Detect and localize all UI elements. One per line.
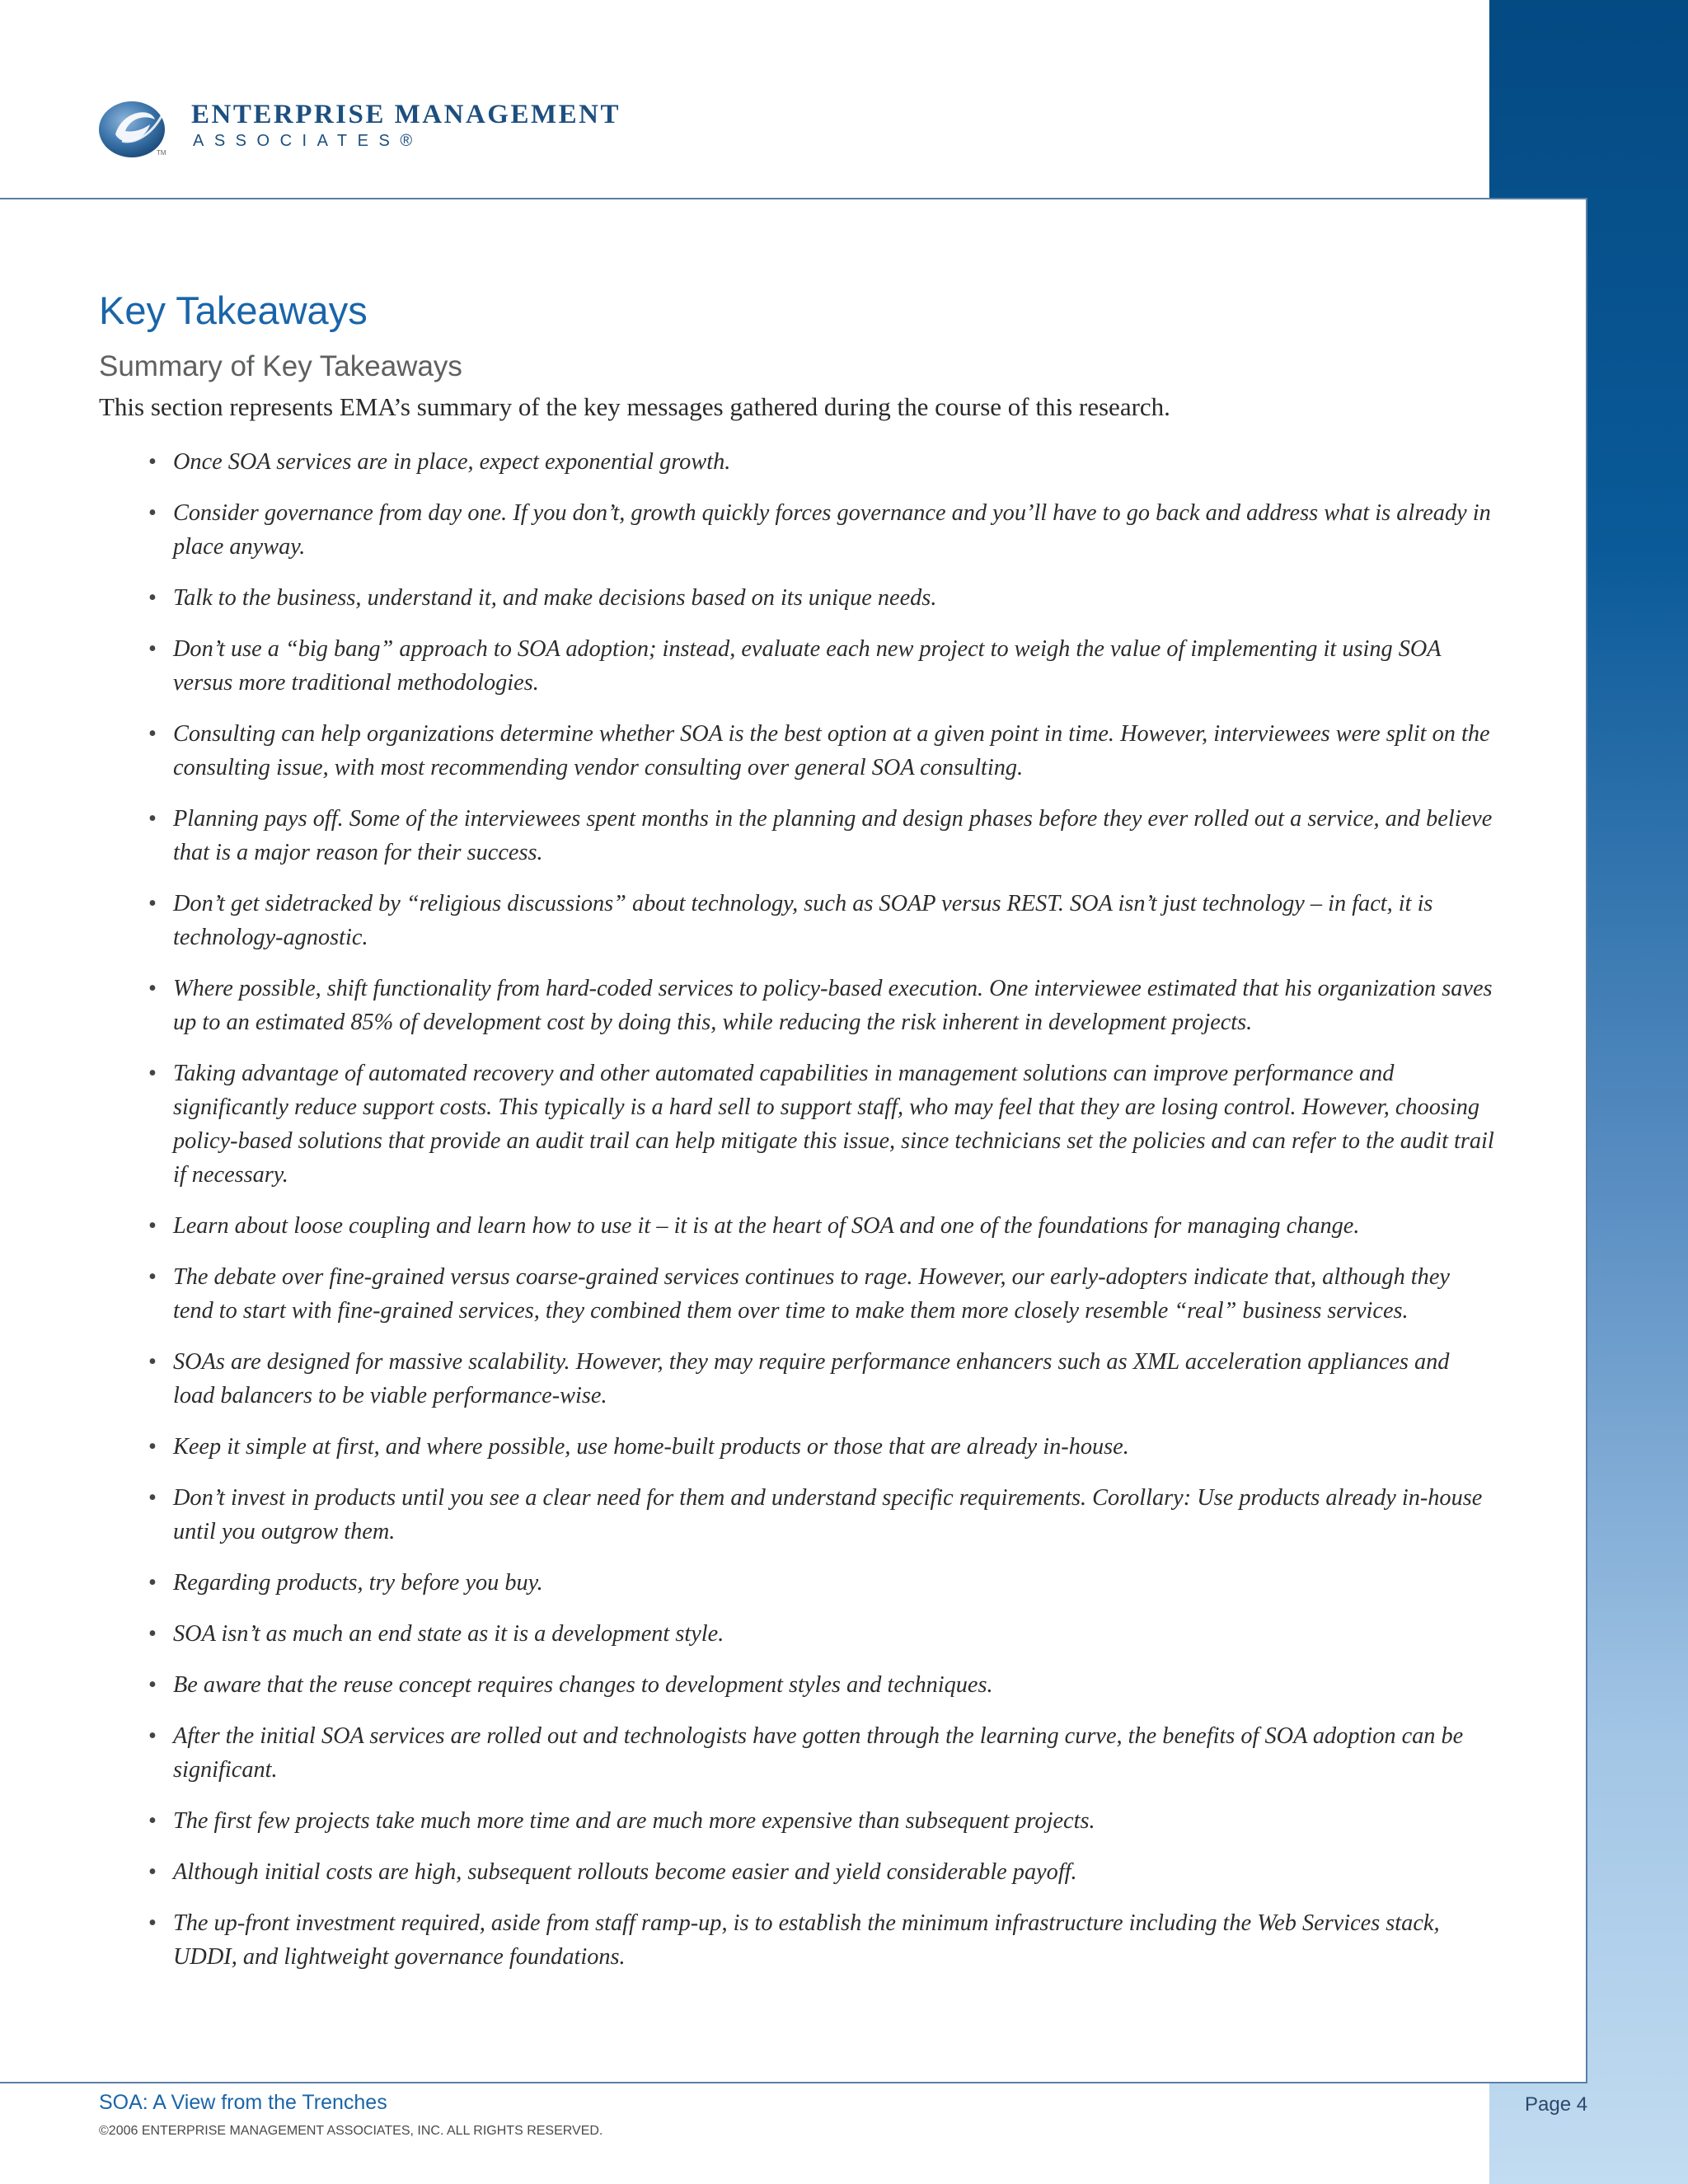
takeaway-text: Be aware that the reuse concept requires changes to development styles and techniques. (173, 1672, 993, 1698)
takeaway-text: Don’t invest in products until you see a clear need for them and understand specific requirements. Corollary: Use products already in-house until you outgrow them. (173, 1485, 1483, 1544)
takeaway-item (134, 1719, 1495, 1787)
trademark-mark: TM (157, 149, 166, 157)
takeaway-text: SOAs are designed for massive scalability. However, they may require performance enhancers such as XML acceleration appliances and load balancers to be viable performance-wise. (173, 1349, 1450, 1408)
section-subtitle: Summary of Key Takeaways (99, 350, 462, 382)
takeaway-item (134, 1855, 1495, 1889)
takeaway-item (134, 1209, 1495, 1243)
takeaway-item (134, 496, 1495, 564)
bullet-icon: • (148, 721, 157, 747)
bullet-icon: • (148, 1723, 157, 1749)
takeaway-item (134, 1804, 1495, 1838)
bullet-icon: • (148, 1570, 157, 1596)
footer-document-title: SOA: A View from the Trenches (99, 2091, 387, 2114)
bullet-icon: • (148, 585, 157, 611)
takeaway-text: Keep it simple at first, and where possible, use home-built products or those that are already in-house. (173, 1434, 1129, 1460)
bullet-icon: • (148, 976, 157, 1001)
header (0, 0, 1489, 198)
bullet-icon: • (148, 1859, 157, 1885)
takeaway-text: The debate over fine-grained versus coarse-grained services continues to rage. However, our early-adopters indicate that, although they tend to start with fine-grained services, they combined them over time to make them more closely resemble “real” business services. (173, 1264, 1450, 1324)
takeaway-item (134, 1617, 1495, 1651)
takeaway-item (134, 1566, 1495, 1600)
bullet-icon: • (148, 1621, 157, 1647)
ema-logo (97, 95, 625, 169)
page-number: Page 4 (1525, 2093, 1588, 2116)
logo-wordmark-bottom: ASSOCIATES® (193, 132, 423, 150)
takeaway-item (134, 802, 1495, 869)
takeaway-text: The first few projects take much more time and are much more expensive than subsequent projects. (173, 1808, 1095, 1834)
bullet-icon: • (148, 1672, 157, 1698)
bullet-icon: • (148, 1349, 157, 1375)
takeaway-item (134, 632, 1495, 700)
bullet-icon: • (148, 1213, 157, 1239)
takeaway-text: SOA isn’t as much an end state as it is a development style. (173, 1621, 724, 1647)
bullet-icon: • (148, 1808, 157, 1834)
takeaway-item (134, 972, 1495, 1039)
takeaway-item (134, 581, 1495, 615)
page-title: Key Takeaways (99, 288, 368, 332)
takeaway-item (134, 1906, 1495, 1974)
takeaway-text: Consulting can help organizations determine whether SOA is the best option at a given point in time. However, interviewees were split on the consulting issue, with most recommending vendor consulting over general SOA consulting. (173, 721, 1490, 780)
takeaway-text: Talk to the business, understand it, and make decisions based on its unique needs. (173, 585, 937, 611)
bullet-icon: • (148, 1264, 157, 1290)
logo-wordmark-top: ENTERPRISE MANAGEMENT (191, 100, 621, 129)
bullet-icon: • (148, 1485, 157, 1511)
bullet-icon: • (148, 1434, 157, 1460)
takeaway-text: Taking advantage of automated recovery and other automated capabilities in management solutions can improve performance and significantly reduce support costs. This typically is a hard sell to support staff, who may feel that they are losing control. However, choosing policy-based solutions that provide an audit trail can help mitigate this issue, since technicians set the policies and can refer to the audit trail if necessary. (173, 1061, 1494, 1188)
takeaway-text: Planning pays off. Some of the interviewees spent months in the planning and design phases before they ever rolled out a service, and believe that is a major reason for their success. (173, 806, 1493, 865)
takeaway-text: Don’t get sidetracked by “religious discussions” about technology, such as SOAP versus REST. SOA isn’t just technology – in fact, it is technology-agnostic. (173, 891, 1433, 950)
takeaway-text: Don’t use a “big bang” approach to SOA adoption; instead, evaluate each new project to weigh the value of implementing it using SOA versus more traditional methodologies. (173, 636, 1442, 696)
intro-paragraph: This section represents EMA’s summary of the key messages gathered during the course of this research. (99, 392, 1170, 421)
takeaway-item (134, 1345, 1495, 1413)
bullet-icon: • (148, 449, 157, 475)
takeaway-item (134, 1668, 1495, 1702)
bullet-icon: • (148, 500, 157, 526)
bullet-icon: • (148, 1061, 157, 1086)
takeaway-item (134, 887, 1495, 954)
takeaway-item (134, 1481, 1495, 1549)
takeaway-text: Where possible, shift functionality from hard-coded services to policy-based execution. One interviewee estimated that his organization saves up to an estimated 85% of development cost by doing this, while reducing the risk inherent in development projects. (173, 976, 1493, 1035)
takeaway-item (134, 1057, 1495, 1192)
bullet-icon: • (148, 636, 157, 662)
takeaways-list (134, 445, 1495, 1991)
bullet-icon: • (148, 806, 157, 832)
bullet-icon: • (148, 1910, 157, 1936)
takeaway-item (134, 1430, 1495, 1464)
takeaway-text: Regarding products, try before you buy. (173, 1570, 543, 1596)
takeaway-item (134, 1260, 1495, 1328)
takeaway-text: Consider governance from day one. If you don’t, growth quickly forces governance and you’ll have to go back and address what is already in place anyway. (173, 500, 1491, 560)
takeaway-item (134, 717, 1495, 785)
takeaway-text: Although initial costs are high, subsequent rollouts become easier and yield considerable payoff. (173, 1859, 1077, 1885)
takeaway-text: The up-front investment required, aside from staff ramp-up, is to establish the minimum infrastructure including the Web Services stack, UDDI, and lightweight governance foundations. (173, 1910, 1440, 1970)
takeaway-text: After the initial SOA services are rolled out and technologists have gotten through the learning curve, the benefits of SOA adoption can be significant. (173, 1723, 1464, 1783)
takeaway-text: Learn about loose coupling and learn how to use it – it is at the heart of SOA and one of the foundations for managing change. (173, 1213, 1360, 1239)
takeaway-text: Once SOA services are in place, expect exponential growth. (173, 449, 731, 475)
takeaway-item (134, 445, 1495, 479)
footer-copyright: ©2006 ENTERPRISE MANAGEMENT ASSOCIATES, INC. ALL RIGHTS RESERVED. (99, 2124, 603, 2138)
bullet-icon: • (148, 891, 157, 916)
